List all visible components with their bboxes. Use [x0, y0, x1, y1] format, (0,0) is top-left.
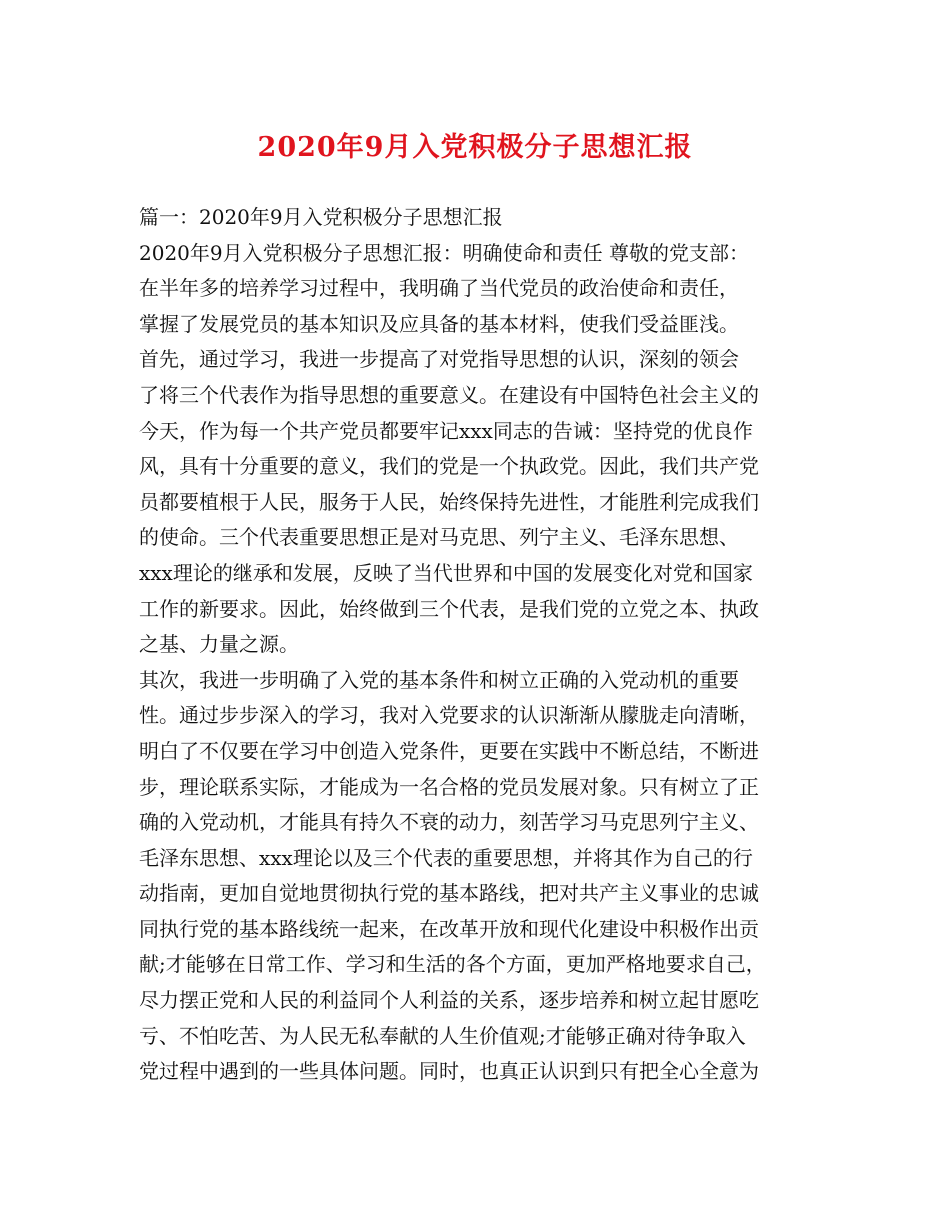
text-line: 党过程中遇到的一些具体问题。同时，也真正认识到只有把全心全意为 — [139, 1059, 759, 1084]
text-line: 了将三个代表作为指导思想的重要意义。在建设有中国特色社会主义的 — [139, 382, 759, 407]
text-line: 员都要植根于人民，服务于人民，始终保持先进性，才能胜利完成我们 — [139, 489, 759, 514]
text-line: 其次，我进一步明确了入党的基本条件和树立正确的入党动机的重要 — [139, 667, 739, 692]
text-line: 掌握了发展党员的基本知识及应具备的基本材料，使我们受益匪浅。 — [139, 311, 739, 336]
document-title: 2020年9月入党积极分子思想汇报 — [257, 132, 693, 163]
text-line: 同执行党的基本路线统一起来，在改革开放和现代化建设中积极作出贡 — [139, 916, 759, 941]
text-line: 今天，作为每一个共产党员都要牢记xxx同志的告诫：坚持党的优良作 — [139, 418, 753, 443]
text-line: 之基、力量之源。 — [139, 632, 299, 657]
text-line: 毛泽东思想、xxx理论以及三个代表的重要思想，并将其作为自己的行 — [139, 845, 753, 870]
text-line: xxx理论的继承和发展，反映了当代世界和中国的发展变化对党和国家 — [139, 560, 753, 585]
text-line: 工作的新要求。因此，始终做到三个代表，是我们党的立党之本、执政 — [139, 596, 759, 621]
text-line: 确的入党动机，才能具有持久不衰的动力，刻苦学习马克思列宁主义、 — [139, 810, 759, 835]
text-line: 动指南，更加自觉地贯彻执行党的基本路线，把对共产主义事业的忠诚 — [139, 881, 759, 906]
document-body — [139, 200, 839, 1090]
text-line: 2020年9月入党积极分子思想汇报：明确使命和责任 尊敬的党支部： — [139, 240, 749, 265]
text-line: 亏、不怕吃苦、为人民无私奉献的人生价值观;才能够正确对待争取入 — [139, 1023, 746, 1048]
text-line: 步，理论联系实际，才能成为一名合格的党员发展对象。只有树立了正 — [139, 774, 759, 799]
text-line: 的使命。三个代表重要思想正是对马克思、列宁主义、毛泽东思想、 — [139, 525, 739, 550]
text-line: 风，具有十分重要的意义，我们的党是一个执政党。因此，我们共产党 — [139, 454, 759, 479]
text-line: 在半年多的培养学习过程中，我明确了当代党员的政治使命和责任， — [139, 276, 739, 301]
text-line: 篇一：2020年9月入党积极分子思想汇报 — [139, 205, 503, 229]
text-line: 明白了不仅要在学习中创造入党条件，更要在实践中不断总结，不断进 — [139, 738, 759, 763]
text-line: 首先，通过学习，我进一步提高了对党指导思想的认识，深刻的领会 — [139, 347, 739, 372]
text-line: 献;才能够在日常工作、学习和生活的各个方面，更加严格地要求自己， — [139, 952, 766, 977]
text-line: 尽力摆正党和人民的利益同个人利益的关系，逐步培养和树立起甘愿吃 — [139, 988, 759, 1013]
text-line: 性。通过步步深入的学习，我对入党要求的认识渐渐从朦胧走向清晰， — [139, 703, 759, 728]
